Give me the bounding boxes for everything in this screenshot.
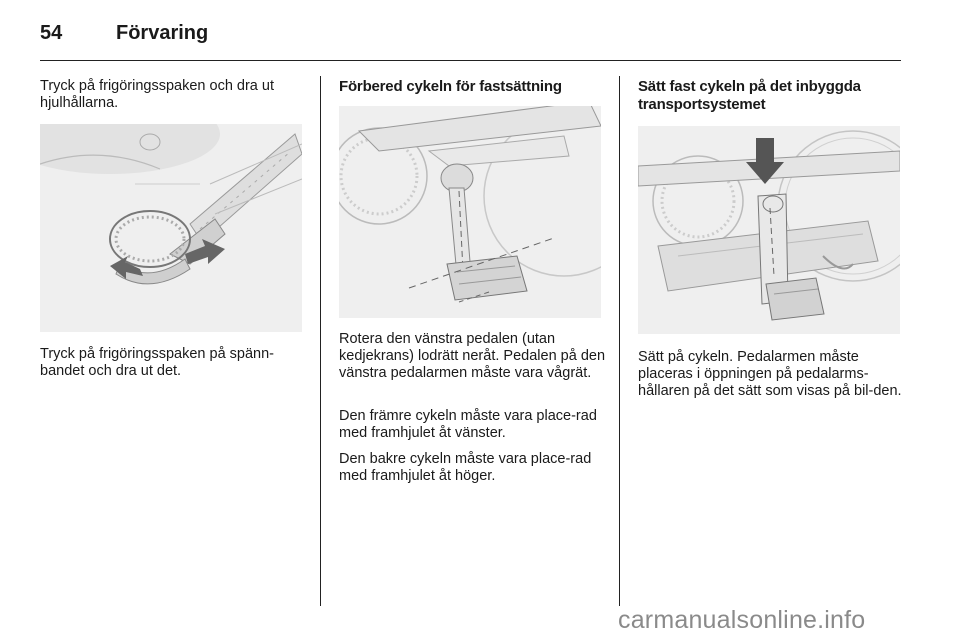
- col2-paragraph-2: Den främre cykeln måste vara place-rad med framhjulet åt vänster.: [339, 408, 597, 441]
- watermark: carmanualsonline.info: [618, 606, 866, 634]
- column-divider-1: [320, 76, 321, 606]
- col3-paragraph-1: Sätt på cykeln. Pedalarmen måste placeras i öppningen på pedalarms-hållaren på det sätt som visas på bil-den.: [638, 349, 902, 399]
- col2-heading: Förbered cykeln för fastsättning: [339, 78, 562, 95]
- page-title: Förvaring: [116, 22, 209, 44]
- pedal-position-illustration: [339, 106, 601, 318]
- wheel-holder-illustration: [40, 124, 302, 332]
- page-number: 54: [40, 22, 63, 44]
- col2-paragraph-1: Rotera den vänstra pedalen (utan kedjekrans) lodrätt neråt. Pedalen på den vänstra pedalarmen måste vara vågrät.: [339, 331, 606, 381]
- column-divider-2: [619, 76, 620, 606]
- bike-mounting-illustration: [638, 126, 900, 334]
- header-rule: [40, 60, 901, 61]
- col3-heading: Sätt fast cykeln på det inbyggda transportsystemet: [638, 78, 861, 113]
- col2-paragraph-3: Den bakre cykeln måste vara place-rad med framhjulet åt höger.: [339, 451, 592, 484]
- col1-paragraph-2: Tryck på frigöringsspaken på spänn-bandet och dra ut det.: [40, 346, 274, 379]
- col1-paragraph-1: Tryck på frigöringsspaken och dra ut hjulhållarna.: [40, 78, 274, 111]
